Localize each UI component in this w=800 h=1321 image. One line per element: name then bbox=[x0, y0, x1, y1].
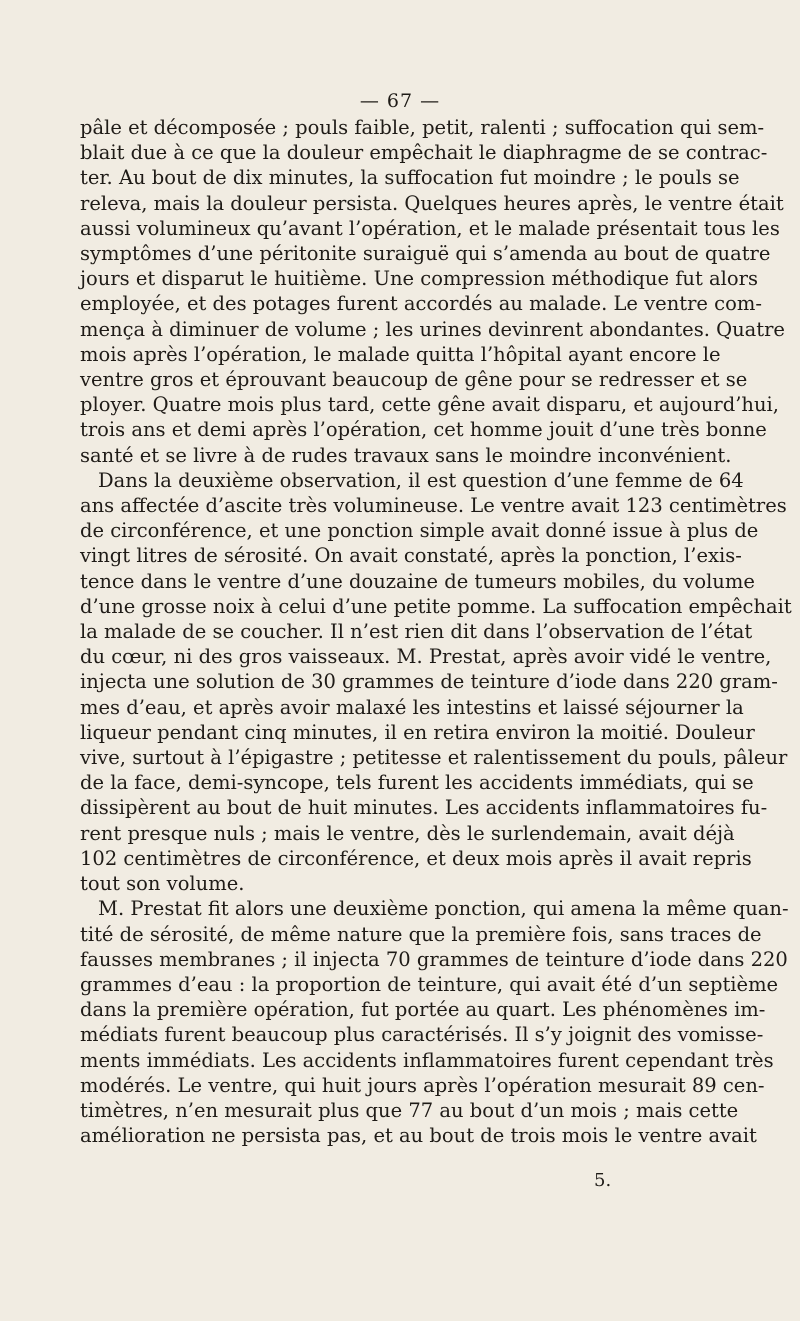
text-line: tité de sérosité, de même nature que la première fois, sans traces de bbox=[80, 922, 762, 946]
text-line: ans affectée d’ascite très volumineuse. Le ventre avait 123 centimètres bbox=[80, 494, 787, 518]
text-line: pâle et décomposée ; pouls faible, petit, ralenti ; suffocation qui sem- bbox=[80, 116, 765, 139]
text-line: ployer. Quatre mois plus tard, cette gêne avait disparu, et aujourd’hui, bbox=[80, 393, 779, 417]
page-number: — 67 — bbox=[359, 90, 441, 112]
text-line: de circonférence, et une ponction simple avait donné issue à plus de bbox=[80, 519, 759, 543]
text-line: tout son volume. bbox=[80, 872, 245, 896]
text-line: du cœur, ni des gros vaisseaux. M. Prestat, après avoir vidé le ventre, bbox=[80, 645, 772, 669]
text-line: modérés. Le ventre, qui huit jours après l’opération mesurait 89 cen- bbox=[80, 1073, 765, 1097]
text-line: dissipèrent au bout de huit minutes. Les accidents inflammatoires fu- bbox=[80, 796, 768, 820]
text-line: releva, mais la douleur persista. Quelques heures après, le ventre était bbox=[80, 191, 784, 215]
text-line: d’une grosse noix à celui d’une petite pomme. La suffocation empêchait bbox=[80, 594, 792, 618]
text-line: de la face, demi-syncope, tels furent les accidents immédiats, qui se bbox=[80, 771, 754, 795]
text-line: mes d’eau, et après avoir malaxé les intestins et laissé séjourner la bbox=[80, 695, 744, 719]
text-line: tence dans le ventre d’une douzaine de tumeurs mobiles, du volume bbox=[80, 569, 755, 593]
text-line: santé et se livre à de rudes travaux sans le moindre inconvénient. bbox=[80, 443, 732, 467]
text-line: blait due à ce que la douleur empêchait le diaphragme de se contrac- bbox=[80, 141, 768, 165]
text-line: médiats furent beaucoup plus caractérisés. Il s’y joignit des vomisse- bbox=[80, 1023, 764, 1047]
text-line: vingt litres de sérosité. On avait constaté, après la ponction, l’exis- bbox=[80, 544, 742, 568]
text-line: jours et disparut le huitième. Une compression méthodique fut alors bbox=[80, 267, 758, 291]
text-line: M. Prestat fit alors une deuxième ponction, qui amena la même quan- bbox=[98, 897, 789, 921]
text-line: mois après l’opération, le malade quitta l’hôpital ayant encore le bbox=[80, 342, 721, 366]
text-line: la malade de se coucher. Il n’est rien dit dans l’observation de l’état bbox=[80, 620, 753, 644]
text-line: amélioration ne persista pas, et au bout de trois mois le ventre avait bbox=[80, 1124, 757, 1148]
text-line: trois ans et demi après l’opération, cet homme jouit d’une très bonne bbox=[80, 418, 767, 442]
text-line: timètres, n’en mesurait plus que 77 au bout d’un mois ; mais cette bbox=[80, 1098, 739, 1122]
body-text bbox=[80, 115, 792, 1148]
text-line: ter. Au bout de dix minutes, la suffocation fut moindre ; le pouls se bbox=[80, 166, 740, 190]
text-line: ments immédiats. Les accidents inflammatoires furent cependant très bbox=[80, 1048, 774, 1072]
text-line: mença à diminuer de volume ; les urines devinrent abondantes. Quatre bbox=[80, 317, 785, 341]
text-line: symptômes d’une péritonite suraiguë qui s’amenda au bout de quatre bbox=[80, 242, 771, 266]
text-line: liqueur pendant cinq minutes, il en retira environ la moitié. Douleur bbox=[80, 720, 755, 744]
text-line: fausses membranes ; il injecta 70 grammes de teinture d’iode dans 220 bbox=[80, 947, 788, 971]
text-line: rent presque nuls ; mais le ventre, dès le surlendemain, avait déjà bbox=[80, 821, 735, 845]
text-line: grammes d’eau : la proportion de teinture, qui avait été d’un septième bbox=[80, 972, 779, 996]
text-line: aussi volumineux qu’avant l’opération, et le malade présentait tous les bbox=[80, 216, 780, 240]
text-line: 102 centimètres de circonférence, et deux mois après il avait repris bbox=[80, 846, 752, 870]
text-line: vive, surtout à l’épigastre ; petitesse et ralentissement du pouls, pâleur bbox=[80, 746, 788, 770]
text-line: employée, et des potages furent accordés au malade. Le ventre com- bbox=[80, 292, 762, 316]
text-line: injecta une solution de 30 grammes de teinture d’iode dans 220 gram- bbox=[80, 670, 778, 694]
text-line: ventre gros et éprouvant beaucoup de gêne pour se redresser et se bbox=[80, 368, 748, 392]
text-line: dans la première opération, fut portée au quart. Les phénomènes im- bbox=[80, 998, 766, 1022]
text-line: Dans la deuxième observation, il est question d’une femme de 64 bbox=[98, 468, 744, 492]
signature-mark: 5. bbox=[594, 1170, 612, 1191]
